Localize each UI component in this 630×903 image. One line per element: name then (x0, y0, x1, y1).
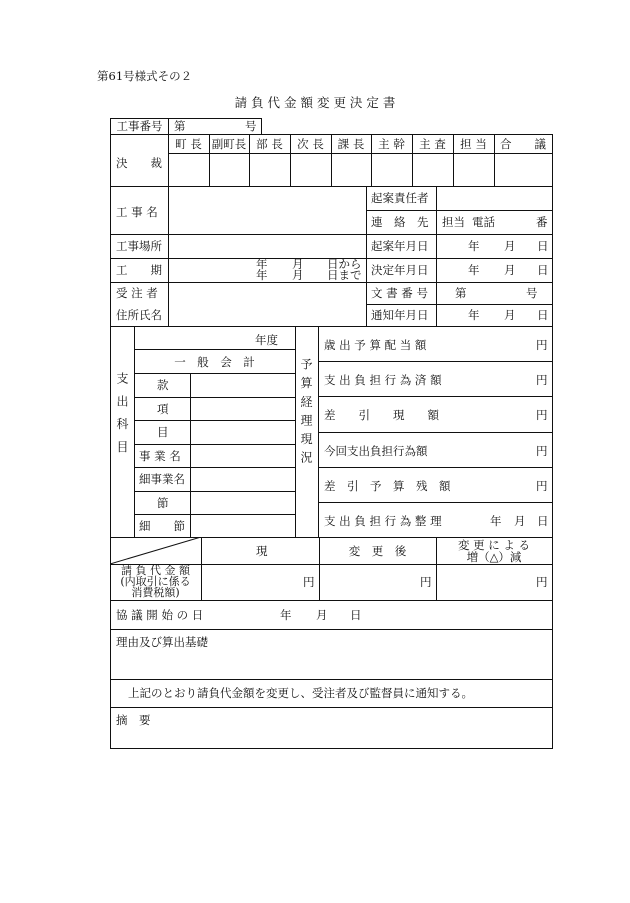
kouki-label: 工 期 (116, 263, 162, 277)
shishutsu-setsu: 節 (157, 496, 169, 510)
bunsho-bangou-gou: 号 (526, 286, 538, 300)
info-line (110, 234, 552, 235)
renraku-ban: 番 (536, 215, 548, 229)
shishutsu-jigyoumei: 事 業 名 (139, 449, 181, 463)
shishutsu-line (134, 349, 295, 350)
yosan-row-unit: 円 (536, 479, 548, 493)
shishutsu-line (134, 467, 295, 468)
yosan-line (318, 396, 552, 397)
kessai-label: 決 裁 (116, 156, 168, 170)
shishutsu-line (134, 514, 295, 515)
kessai-role: 課 長 (337, 137, 365, 151)
tsuchi-date-label: 通知年月日 (371, 308, 429, 322)
kessai-role: 部 長 (256, 137, 283, 151)
form-number: 第61号様式その２ (97, 69, 193, 83)
yosan-row-unit: 円 (536, 444, 548, 458)
kettei-date-tsuki: 月 (504, 263, 516, 277)
kouji-bangou-label: 工事番号 (116, 119, 163, 133)
shishutsu-moku: 目 (157, 425, 169, 439)
shishutsu-line (134, 420, 295, 421)
shishutsu-side-label: 支出科目 (115, 372, 129, 464)
yosan-line (318, 502, 552, 503)
kessai-bottom (110, 186, 553, 187)
statement-bottom (110, 707, 553, 708)
frame-right (552, 134, 553, 749)
renraku-tantou: 担当 (442, 215, 465, 229)
henkou-bottom (110, 600, 553, 601)
shishutsu-line (134, 444, 295, 445)
info-line (366, 210, 552, 211)
henkou-go-yen: 円 (420, 575, 432, 589)
shishutsu-nendo: 年度 (255, 333, 278, 347)
yosan-row-label: 今回支出負担行為額 (324, 444, 428, 458)
kessai-role: 合 議 (500, 137, 546, 151)
henkou-row-label-1: 請 負 代 金 額 (121, 564, 190, 577)
frame-bottom (110, 748, 553, 749)
yosan-row-unit: 円 (536, 338, 548, 352)
tsuchi-date-tsuki: 月 (504, 308, 516, 322)
riyuu-bottom (110, 679, 553, 680)
henkou-go-header: 変 更 後 (348, 544, 407, 558)
yosan-row-label: 支 出 負 担 行 為 済 額 (324, 373, 442, 387)
shishutsu-ippan: 一 般 会 計 (174, 355, 255, 369)
info-mid-divider (366, 186, 367, 326)
kyougi-hi: 日 (350, 608, 362, 622)
kouki-row2-tsuki: 月 (292, 268, 304, 282)
yosan-side-label: 予算経理現況 (299, 358, 313, 470)
kian-date-hi: 日 (537, 239, 549, 253)
henkou-zougen-yen: 円 (536, 575, 548, 589)
kouji-bangou-divider (168, 118, 169, 134)
kouji-bangou-right (261, 118, 262, 134)
shishutsu-line (134, 491, 295, 492)
kouki-row2-nen: 年 (256, 268, 268, 282)
kouji-bangou-gou: 号 (245, 119, 257, 133)
yosan-row-unit: 円 (536, 408, 548, 422)
jusho-shimei-label: 住所氏名 (116, 308, 162, 322)
tsuchi-date-hi: 日 (537, 308, 549, 322)
info-right-divider (436, 186, 437, 326)
kettei-date-label: 決定年月日 (371, 263, 429, 277)
yosan-row-label: 支 出 負 担 行 為 整 理 (324, 514, 442, 528)
henkou-genzai-yen: 円 (303, 575, 315, 589)
renraku-denwa: 電話 (472, 215, 495, 229)
yosan-row-label: 差 引 現 額 (324, 408, 439, 422)
bunsho-bangou-label: 文 書 番 号 (371, 286, 428, 300)
kouki-row1-nen: 年 (256, 257, 268, 271)
kessai-role: 主 幹 (378, 137, 405, 151)
yosan-seiri-hi: 日 (537, 514, 549, 528)
tekiyou-label: 摘 要 (116, 713, 151, 727)
shishutsu-line (134, 373, 295, 374)
bunsho-bangou-dai: 第 (455, 286, 467, 300)
yosan-seiri-nen: 年 (490, 514, 502, 528)
info-bottom (110, 326, 553, 327)
yosan-row-label: 差 引 予 算 残 額 (324, 479, 451, 493)
henkou-row-label-3: 消費税額) (131, 586, 180, 599)
kessai-role: 副町長 (211, 137, 247, 151)
tsuchi-date-nen: 年 (468, 308, 480, 322)
juchusha-label: 受 注 者 (116, 286, 158, 300)
shishutsu-kou: 項 (157, 402, 169, 416)
shishutsu-kan: 款 (157, 378, 169, 392)
yosan-line (318, 361, 552, 362)
kettei-date-hi: 日 (537, 263, 549, 277)
kian-date-label: 起案年月日 (371, 239, 429, 253)
document-title: 請 負 代 金 額 変 更 決 定 書 (234, 95, 396, 110)
yosan-seiri-tsuki: 月 (514, 514, 526, 528)
shishutsu-saisetsu: 細 節 (139, 519, 185, 533)
yosan-side-left (295, 326, 296, 537)
yosan-row-unit: 円 (536, 373, 548, 387)
shishutsu-line (134, 397, 295, 398)
kian-date-nen: 年 (468, 239, 480, 253)
kessai-role: 主 査 (419, 137, 446, 151)
kyougi-tsuki: 月 (316, 608, 328, 622)
kouki-row1-tsuki: 月 (292, 257, 304, 271)
henkou-zougen-header-2: 増（△）減 (466, 550, 522, 564)
statement-text: 上記のとおり請負代金額を変更し、受注者及び監督員に通知する。 (128, 686, 473, 700)
kessai-role: 町 長 (175, 137, 202, 151)
kouki-row2-hi: 日まで (327, 268, 362, 282)
henkou-row-label-2: (内取引に係る (120, 575, 191, 588)
kessai-role: 担 当 (460, 137, 487, 151)
kian-sekininsha-label: 起案責任者 (371, 191, 429, 205)
info-label-divider (168, 186, 169, 326)
kouki-row1-hi: 日から (327, 257, 362, 271)
kettei-date-nen: 年 (468, 263, 480, 277)
henkou-diagonal (110, 537, 202, 565)
kouji-basho-label: 工事場所 (116, 239, 162, 253)
kyougi-label: 協 議 開 始 の 日 (116, 608, 204, 622)
shishutsu-saijigyoumei: 細事業名 (139, 472, 185, 486)
frame-left (110, 118, 111, 749)
yosan-row-label: 歳 出 予 算 配 当 額 (324, 338, 427, 352)
info-line (110, 282, 552, 283)
kessai-role: 次 長 (297, 137, 324, 151)
kian-date-tsuki: 月 (504, 239, 516, 253)
renraku-label: 連 絡 先 (371, 215, 429, 229)
henkou-genzai-header: 現 (256, 544, 268, 558)
kouji-bangou-dai: 第 (174, 119, 186, 133)
riyuu-label: 理由及び算出基礎 (116, 635, 208, 649)
kyougi-nen: 年 (280, 608, 292, 622)
henkou-zougen-header-1: 変 更 に よ る (457, 538, 531, 552)
kyougi-bottom (110, 629, 553, 630)
yosan-line (318, 467, 552, 468)
info-line (366, 304, 552, 305)
kouji-mei-label: 工 事 名 (116, 205, 158, 219)
yosan-line (318, 432, 552, 433)
